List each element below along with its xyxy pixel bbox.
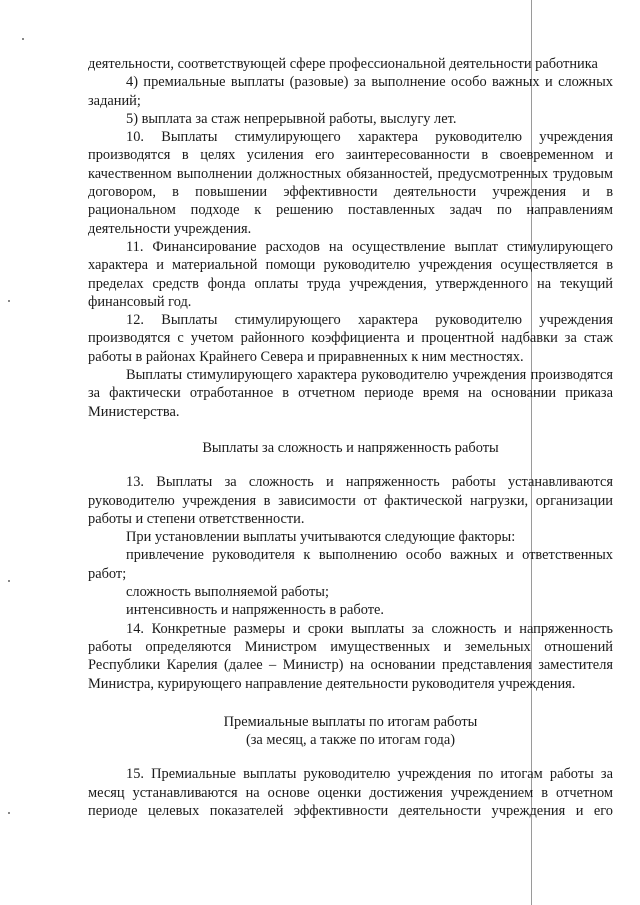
factor-item: привлечение руководителя к выполнению особо важных и ответственных работ; — [88, 547, 613, 582]
clause-10: 10. Выплаты стимулирующего характера руководителю учреждения производятся в целях усиления его заинтересованности в своевременном и качественном выполнении должностных обязанностей, предусмотренных трудовым договором, в повышении эффективности деятельности учреждения и в рациональном подходе к решению поставленных задач по направлениям деятельности учреждения. — [88, 129, 613, 237]
list-item-4: 4) премиальные выплаты (разовые) за выполнение особо важных и сложных заданий; — [88, 74, 613, 109]
paragraph-continuation: деятельности, соответствующей сфере профессиональной деятельности работника — [88, 56, 598, 72]
section-heading-bonus-line2: (за месяц, а также по итогам года) — [245, 732, 456, 749]
scan-speck — [8, 812, 10, 814]
section-heading-bonus — [88, 713, 613, 750]
clause-15: 15. Премиальные выплаты руководителю учреждения по итогам работы за месяц устанавливаются на основе оценки достижения учреждением в отчетном периоде целевых показателей эффективности деятельности учреждения и его — [88, 766, 613, 819]
scan-speck — [8, 300, 10, 302]
clause-14: 14. Конкретные размеры и сроки выплаты за сложность и напряженность работы определяются Министром имущественных и земельных отношений Республики Карелия (далее – Министр) на основании представления заместителя Министра, курирующего направление деятельности руководителя учреждения. — [88, 620, 613, 692]
document-body — [88, 55, 613, 820]
factor-item: интенсивность и напряженность в работе. — [126, 602, 384, 619]
factors-intro: При установлении выплаты учитываются следующие факторы: — [126, 529, 516, 546]
section-heading-complexity: Выплаты за сложность и напряженность работы — [202, 439, 499, 456]
clause-12-continued: Выплаты стимулирующего характера руководителю учреждения производятся за фактически отработанное в отчетном периоде время на основании приказа Министерства. — [88, 367, 613, 420]
factor-item: сложность выполняемой работы; — [126, 584, 329, 601]
clause-13: 13. Выплаты за сложность и напряженность работы устанавливаются руководителю учреждения в зависимости от фактической нагрузки, организации работы и степени ответственности. — [88, 474, 613, 527]
scan-speck — [8, 580, 10, 582]
list-item-5: 5) выплата за стаж непрерывной работы, выслугу лет. — [126, 110, 457, 127]
clause-12: 12. Выплаты стимулирующего характера руководителю учреждения производятся с учетом районного коэффициента и процентной надбавки за стаж работы в районах Крайнего Севера и приравненных к ним местностях. — [88, 312, 613, 365]
scan-speck — [22, 38, 24, 40]
section-heading-bonus-line1: Премиальные выплаты по итогам работы — [223, 713, 478, 730]
clause-11: 11. Финансирование расходов на осуществление выплат стимулирующего характера и материальной помощи руководителю учреждения осуществляется в пределах средств фонда оплаты труда учреждения, утвержденного на текущий финансовый год. — [88, 238, 613, 310]
